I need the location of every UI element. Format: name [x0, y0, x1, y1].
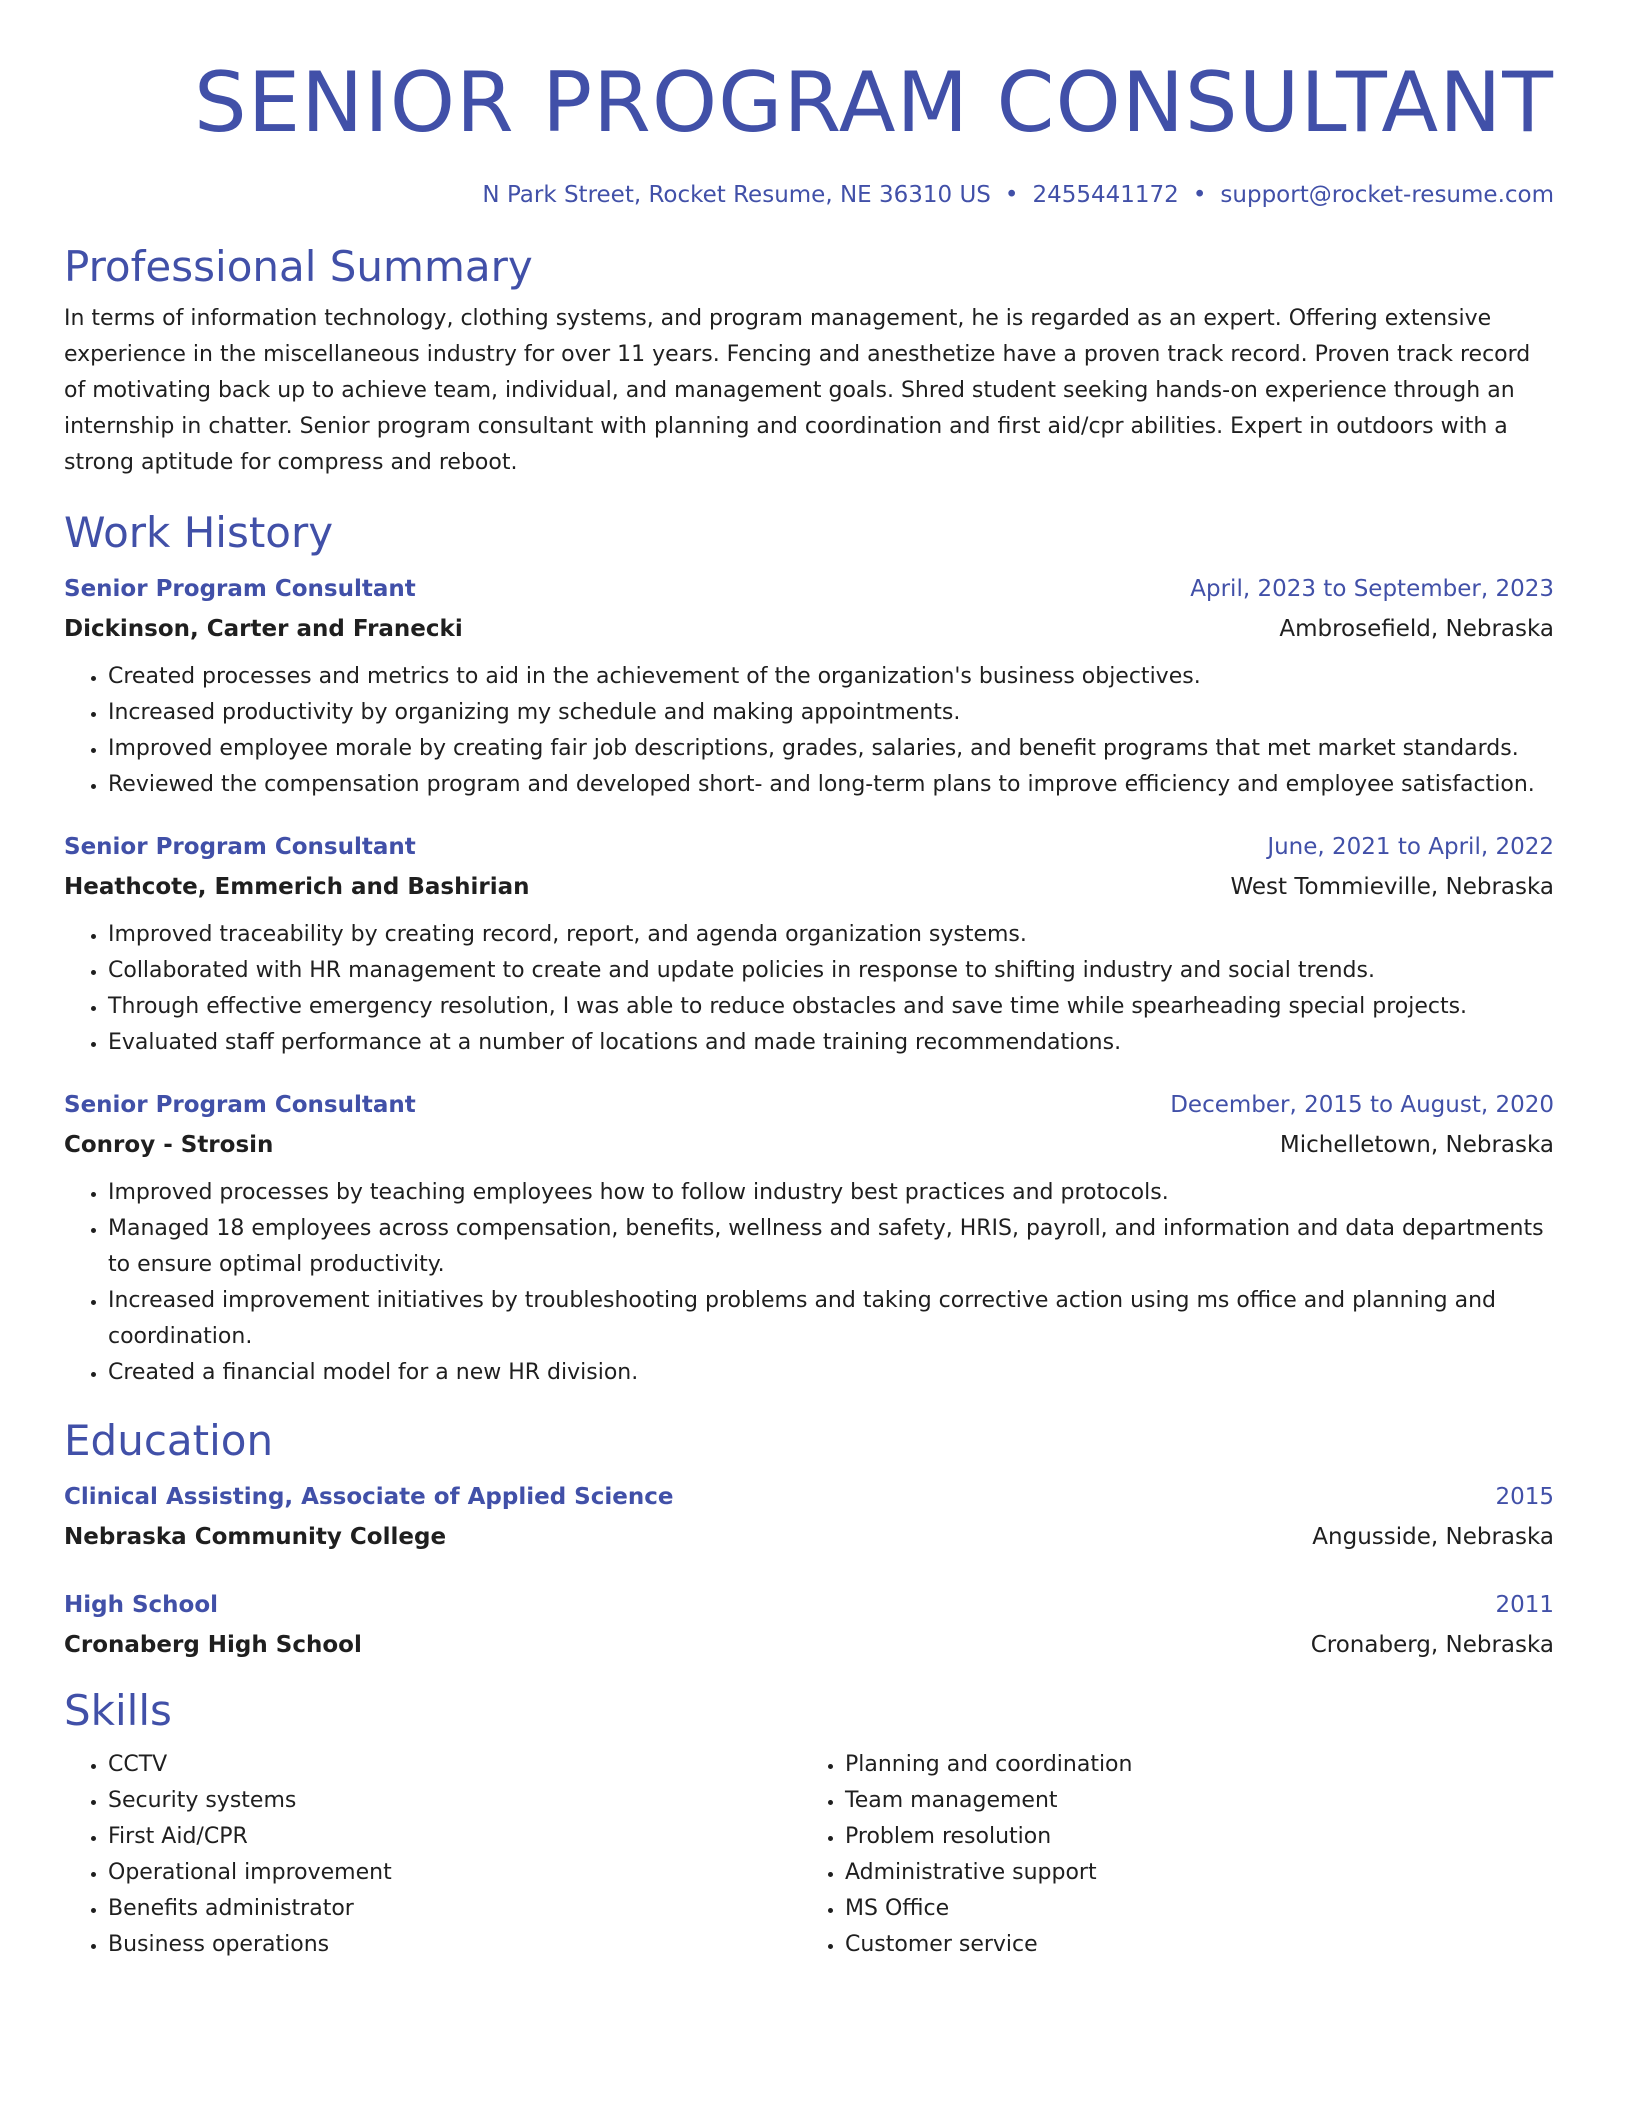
list-item: • Reviewed the compensation program and developed short- and long-term plans to improve efficiency and employee satisfaction. — [108, 767, 1554, 803]
graduation-year: 2011 — [1495, 1592, 1554, 1618]
job-bullets — [64, 659, 1554, 803]
job-location: Michelletown, Nebraska — [1279, 1132, 1554, 1158]
job-bullets — [64, 1175, 1554, 1391]
education-entry — [64, 1477, 1554, 1557]
skills-list-right — [801, 1747, 1538, 1963]
job-title: Senior Program Consultant — [64, 576, 416, 602]
email-link[interactable]: support@rocket-resume.com — [1220, 182, 1554, 208]
job-entry — [64, 1085, 1554, 1391]
list-item: • Created processes and metrics to aid in the achievement of the organization's business objectives. — [108, 659, 1554, 695]
job-dates: April, 2023 to September, 2023 — [1190, 576, 1554, 602]
degree-name: High School — [64, 1592, 219, 1618]
education-entry — [64, 1585, 1554, 1665]
list-item: • Evaluated staff performance at a number of locations and made training recommendations. — [108, 1025, 1554, 1061]
list-item: • Increased productivity by organizing my schedule and making appointments. — [108, 695, 1554, 731]
contact-line — [64, 179, 1554, 211]
section-title-education: Education — [64, 1416, 274, 1465]
skill-item: • Administrative support — [845, 1855, 1538, 1891]
school-name: Nebraska Community College — [64, 1524, 447, 1550]
skill-item: • Benefits administrator — [108, 1891, 801, 1927]
skill-item: • Operational improvement — [108, 1855, 801, 1891]
job-location: West Tommieville, Nebraska — [1230, 874, 1554, 900]
skill-item: • Problem resolution — [845, 1819, 1538, 1855]
job-title: Senior Program Consultant — [64, 1092, 416, 1118]
list-item: • Managed 18 employees across compensation, benefits, wellness and safety, HRIS, payroll, and information and data departments to ensure optimal productivity. — [108, 1211, 1554, 1283]
job-bullets — [64, 917, 1554, 1061]
job-location: Ambrosefield, Nebraska — [1279, 616, 1554, 642]
job-dates: December, 2015 to August, 2020 — [1170, 1092, 1554, 1118]
company-name: Dickinson, Carter and Franecki — [64, 616, 463, 642]
school-location: Angusside, Nebraska — [1312, 1524, 1554, 1550]
list-item: • Increased improvement initiatives by troubleshooting problems and taking corrective action using ms office and planning and coordination. — [108, 1283, 1554, 1355]
work-history-section — [64, 505, 1554, 1391]
section-title-work-history: Work History — [64, 508, 334, 557]
resume-page — [64, 0, 1554, 1963]
skill-item: • Planning and coordination — [845, 1747, 1538, 1783]
candidate-title: SENIOR PROGRAM CONSULTANT — [194, 54, 1554, 151]
skills-list-left — [64, 1747, 801, 1963]
section-title-skills: Skills — [64, 1686, 172, 1735]
education-section — [64, 1413, 1554, 1665]
resume-header — [64, 55, 1554, 211]
address: N Park Street, Rocket Resume, NE 36310 US — [482, 182, 991, 208]
skill-item: • Security systems — [108, 1783, 801, 1819]
school-name: Cronaberg High School — [64, 1632, 362, 1658]
list-item: • Improved employee morale by creating fair job descriptions, grades, salaries, and benefit programs that met market standards. — [108, 731, 1554, 767]
skill-item: • Business operations — [108, 1927, 801, 1963]
skill-item: • Customer service — [845, 1927, 1538, 1963]
skill-item: • MS Office — [845, 1891, 1538, 1927]
separator-dot: • — [1192, 182, 1207, 208]
list-item: • Created a financial model for a new HR division. — [108, 1355, 1554, 1391]
summary-text: In terms of information technology, clothing systems, and program management, he is regarded as an expert. Offering extensive experience in the miscellaneous industry for over 11 years. Fencing and anesthetize have a proven track record. Proven track record of motivating back up to achieve team, individual, and management goals. Shred student seeking hands-on experience through an internship in chatter. Senior program consultant with planning and coordination and first aid/cpr abilities. Expert in outdoors with a strong aptitude for compress and reboot. — [64, 306, 1531, 475]
section-title-summary: Professional Summary — [64, 242, 533, 291]
skill-item: • CCTV — [108, 1747, 801, 1783]
school-location: Cronaberg, Nebraska — [1310, 1632, 1554, 1658]
summary-section — [64, 239, 1554, 481]
skills-section — [64, 1683, 1554, 1963]
list-item: • Collaborated with HR management to create and update policies in response to shifting industry and social trends. — [108, 953, 1554, 989]
skill-item: • First Aid/CPR — [108, 1819, 801, 1855]
list-item: • Through effective emergency resolution, I was able to reduce obstacles and save time while spearheading special projects. — [108, 989, 1554, 1025]
job-entry — [64, 827, 1554, 1061]
separator-dot: • — [1004, 182, 1019, 208]
job-entry — [64, 569, 1554, 803]
list-item: • Improved processes by teaching employees how to follow industry best practices and protocols. — [108, 1175, 1554, 1211]
job-title: Senior Program Consultant — [64, 834, 416, 860]
skills-columns — [64, 1747, 1554, 1963]
degree-name: Clinical Assisting, Associate of Applied Science — [64, 1484, 674, 1510]
company-name: Conroy - Strosin — [64, 1132, 274, 1158]
company-name: Heathcote, Emmerich and Bashirian — [64, 874, 530, 900]
graduation-year: 2015 — [1495, 1484, 1554, 1510]
phone: 2455441172 — [1032, 182, 1179, 208]
list-item: • Improved traceability by creating record, report, and agenda organization systems. — [108, 917, 1554, 953]
job-dates: June, 2021 to April, 2022 — [1267, 834, 1554, 860]
skill-item: • Team management — [845, 1783, 1538, 1819]
